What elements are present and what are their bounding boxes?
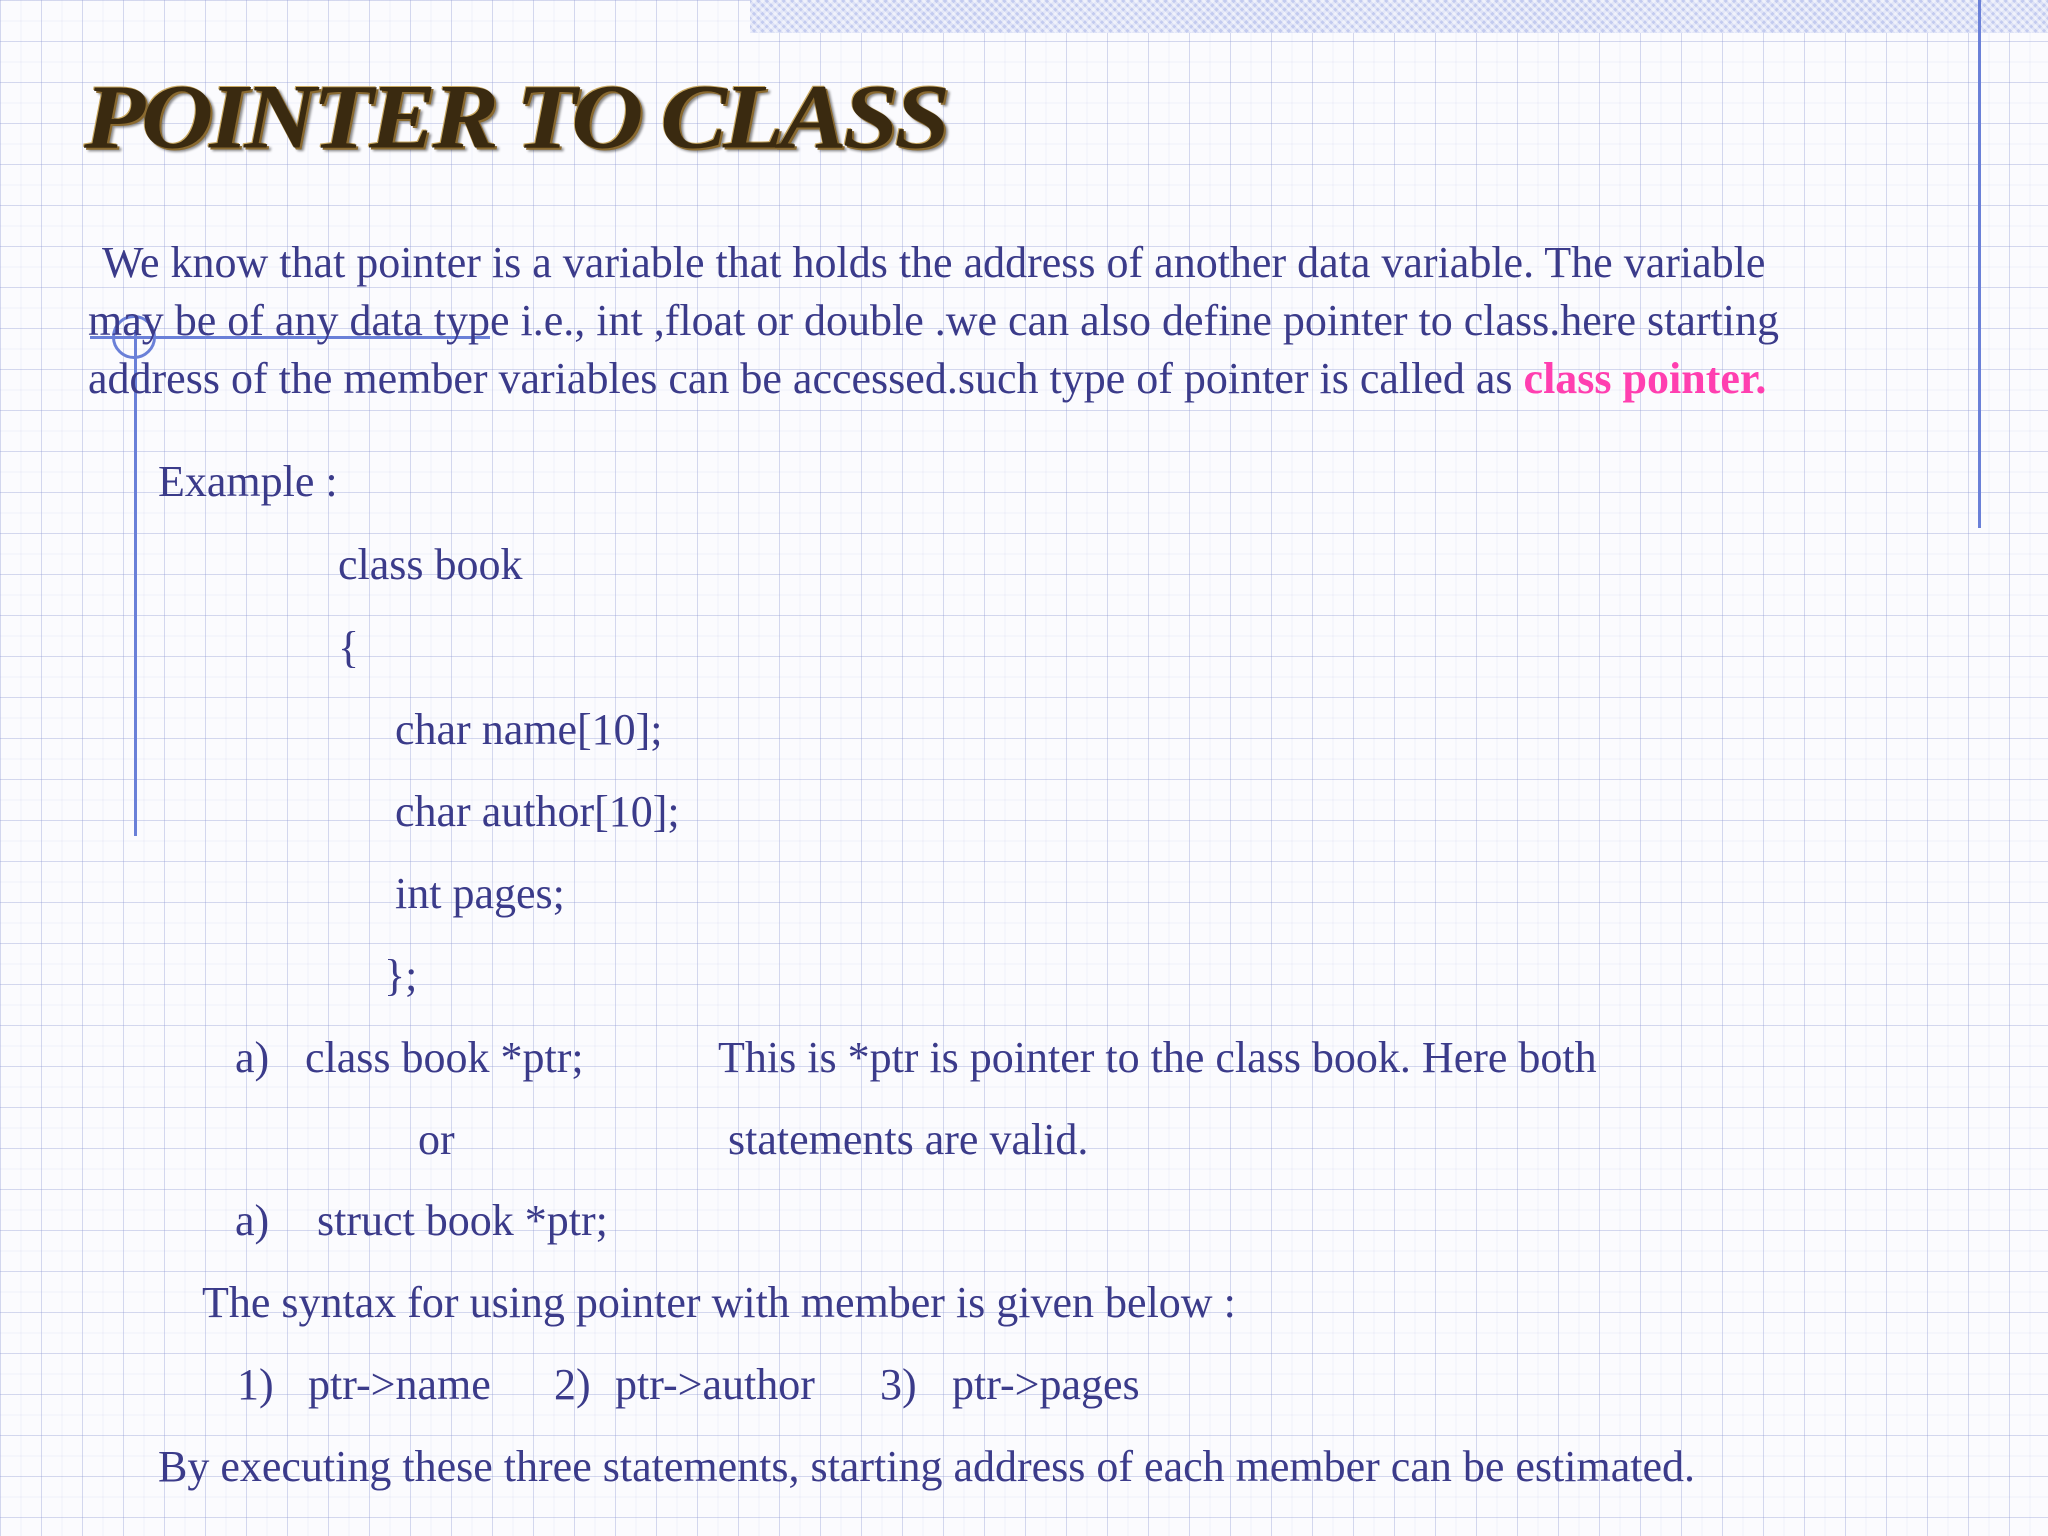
slide-title: POINTER TO CLASS (84, 65, 947, 168)
code-member-pages: int pages; (395, 869, 565, 918)
statement-b-code: struct book *ptr; (317, 1196, 608, 1245)
intro-line-1: We know that pointer is a variable that holds the address of another data variable. The variable (102, 238, 1766, 287)
syntax-item-3-text: ptr->pages (952, 1360, 1140, 1409)
syntax-item-2-text: ptr->author (615, 1360, 815, 1409)
intro-line-2: may be of any data type i.e., int ,float or double .we can also define pointer to class.here starting (88, 296, 1779, 345)
code-open-brace: { (338, 623, 360, 672)
code-member-name: char name[10]; (395, 705, 663, 754)
top-decorative-band (750, 0, 2048, 33)
code-close-brace: }; (384, 951, 418, 1000)
intro-line-3: address of the member variables can be accessed.such type of pointer is called as (88, 354, 1524, 403)
statement-b-marker: a) (235, 1196, 270, 1245)
or-text: or (418, 1115, 455, 1164)
class-pointer-highlight: class pointer. (1523, 354, 1767, 403)
syntax-item-3-marker: 3) (880, 1360, 917, 1409)
syntax-item-1-marker: 1) (237, 1360, 274, 1409)
statement-a-explanation-line-2: statements are valid. (728, 1115, 1089, 1164)
statement-a-marker: a) (235, 1033, 270, 1082)
syntax-intro: The syntax for using pointer with member is given below : (202, 1278, 1236, 1327)
syntax-item-1-text: ptr->name (308, 1360, 491, 1409)
example-label: Example : (158, 457, 338, 506)
statement-a-explanation-line-1: This is *ptr is pointer to the class book. Here both (718, 1033, 1597, 1082)
intro-paragraph (88, 234, 1988, 408)
code-member-author: char author[10]; (395, 787, 680, 836)
statement-a-code: class book *ptr; (305, 1033, 584, 1082)
code-class-declaration: class book (338, 540, 523, 589)
syntax-item-2-marker: 2) (554, 1360, 591, 1409)
conclusion: By executing these three statements, starting address of each member can be estimated. (158, 1442, 1695, 1491)
